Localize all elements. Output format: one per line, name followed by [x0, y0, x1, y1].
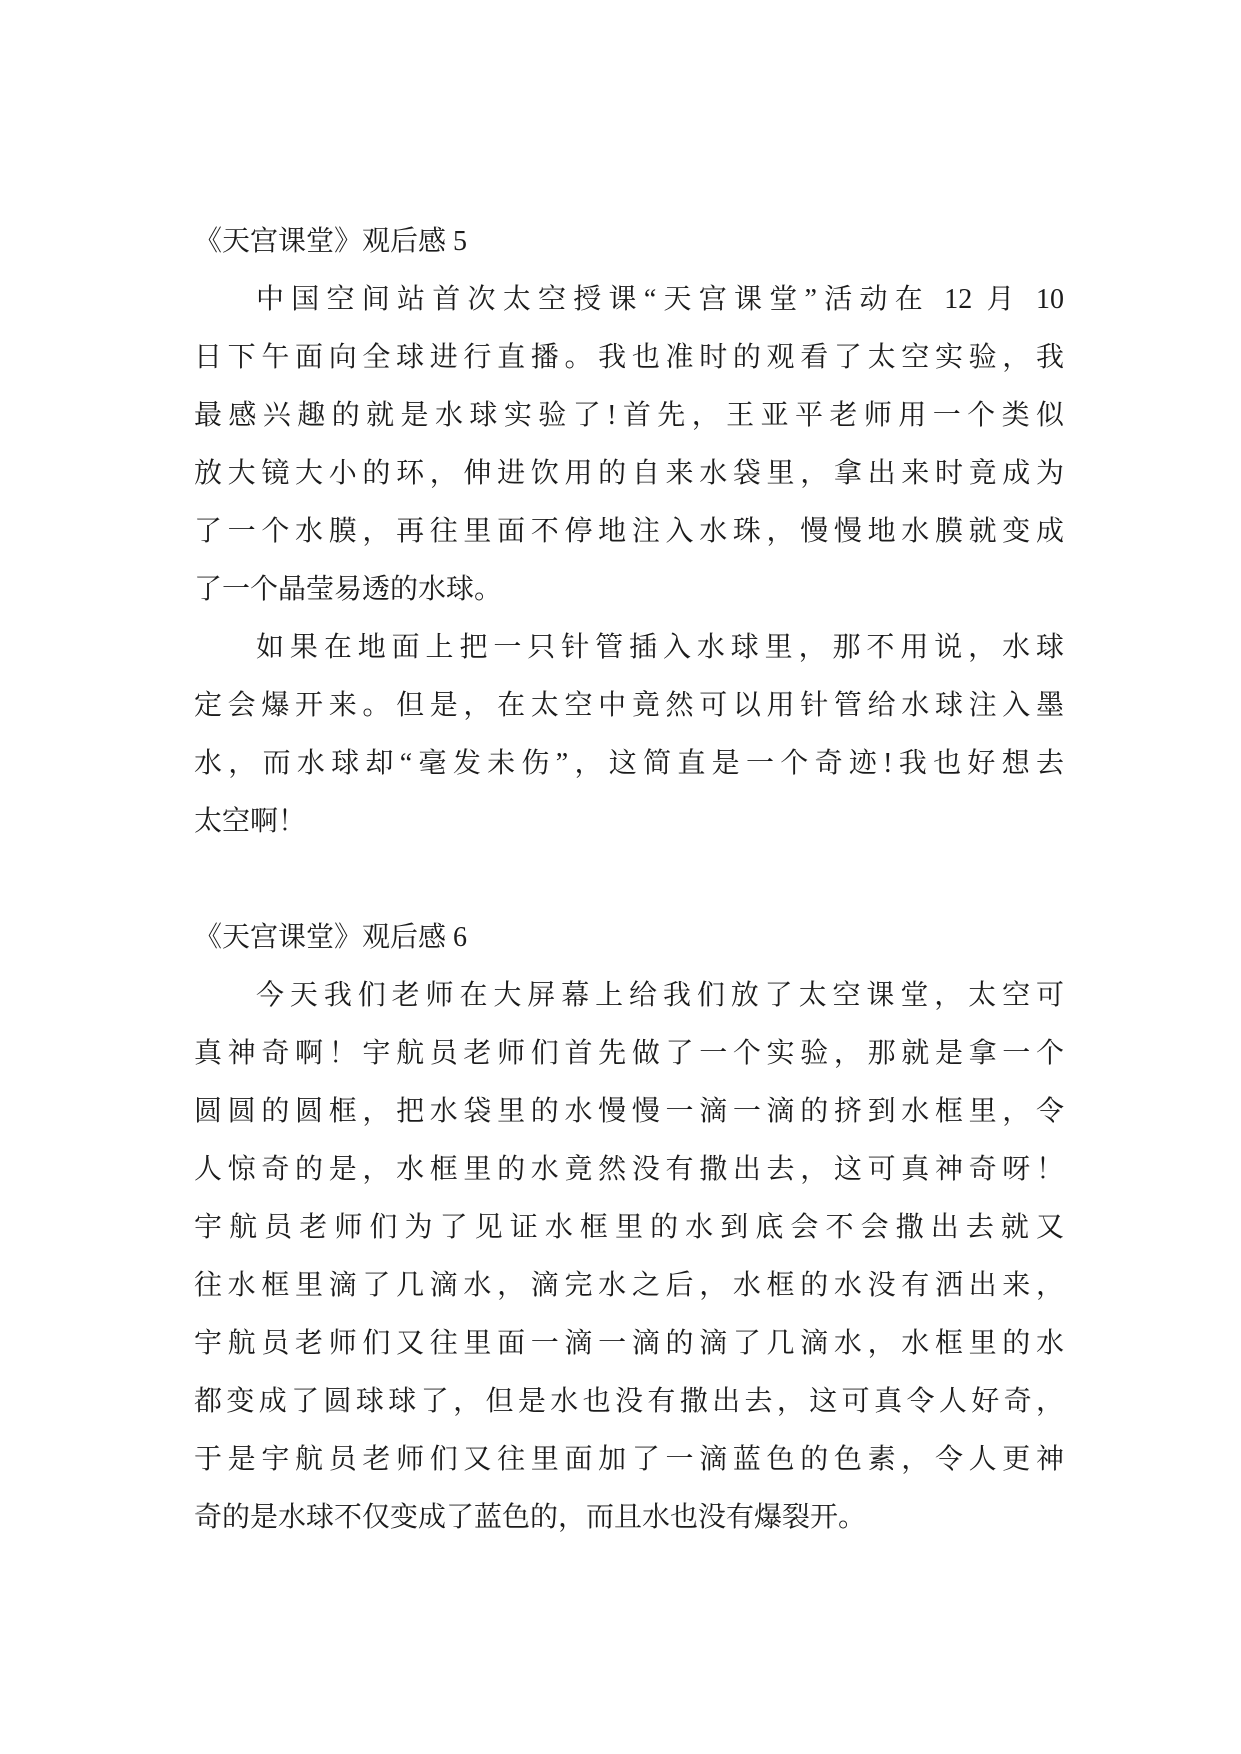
- paragraph: [194, 619, 1064, 851]
- paragraph-line: 定会爆开来。但是，在太空中竟然可以用针管给水球注入墨: [194, 690, 1064, 721]
- paragraph: [194, 967, 1064, 1547]
- paragraph-line: 今天我们老师在大屏幕上给我们放了太空课堂，太空可: [256, 980, 1064, 1011]
- paragraph-line: 都变成了圆球球了，但是水也没有撒出去，这可真令人好奇，: [194, 1386, 1064, 1417]
- paragraph-line: 了一个水膜，再往里面不停地注入水珠，慢慢地水膜就变成: [194, 516, 1064, 547]
- paragraph-line: 了一个晶莹易透的水球。: [194, 574, 503, 605]
- paragraph-line: 人惊奇的是，水框里的水竟然没有撒出去，这可真神奇呀！: [194, 1154, 1064, 1185]
- paragraph-line: 宇航员老师们为了见证水框里的水到底会不会撒出去就又: [194, 1212, 1064, 1243]
- paragraph-line: 中国空间站首次太空授课“天宫课堂”活动在 12 月 10: [256, 284, 1064, 315]
- document-content: [194, 213, 1064, 1547]
- essay-section-5: [194, 213, 1064, 851]
- paragraph-line: 放大镜大小的环，伸进饮用的自来水袋里，拿出来时竟成为: [194, 458, 1064, 489]
- paragraph-line: 奇的是水球不仅变成了蓝色的，而且水也没有爆裂开。: [194, 1502, 867, 1533]
- section-heading: 《天宫课堂》观后感 5: [194, 226, 468, 257]
- paragraph-line: 圆圆的圆框，把水袋里的水慢慢一滴一滴的挤到水框里，令: [194, 1096, 1064, 1127]
- paragraph-line: 宇航员老师们又往里面一滴一滴的滴了几滴水，水框里的水: [194, 1328, 1064, 1359]
- paragraph-line: 太空啊！: [194, 806, 307, 837]
- paragraph-line: 水，而水球却“毫发未伤”，这简直是一个奇迹!我也好想去: [194, 748, 1064, 779]
- paragraph-line: 最感兴趣的就是水球实验了!首先，王亚平老师用一个类似: [194, 400, 1064, 431]
- section-heading: 《天宫课堂》观后感 6: [194, 922, 468, 953]
- paragraph-line: 往水框里滴了几滴水，滴完水之后，水框的水没有洒出来，: [194, 1270, 1064, 1301]
- paragraph-line: 于是宇航员老师们又往里面加了一滴蓝色的色素，令人更神: [194, 1444, 1064, 1475]
- paragraph-line: 日下午面向全球进行直播。我也准时的观看了太空实验，我: [194, 342, 1064, 373]
- paragraph-line: 如果在地面上把一只针管插入水球里，那不用说，水球: [256, 632, 1064, 663]
- paragraph-line: 真神奇啊！宇航员老师们首先做了一个实验，那就是拿一个: [194, 1038, 1064, 1069]
- paragraph: [194, 271, 1064, 619]
- essay-section-6: [194, 909, 1064, 1547]
